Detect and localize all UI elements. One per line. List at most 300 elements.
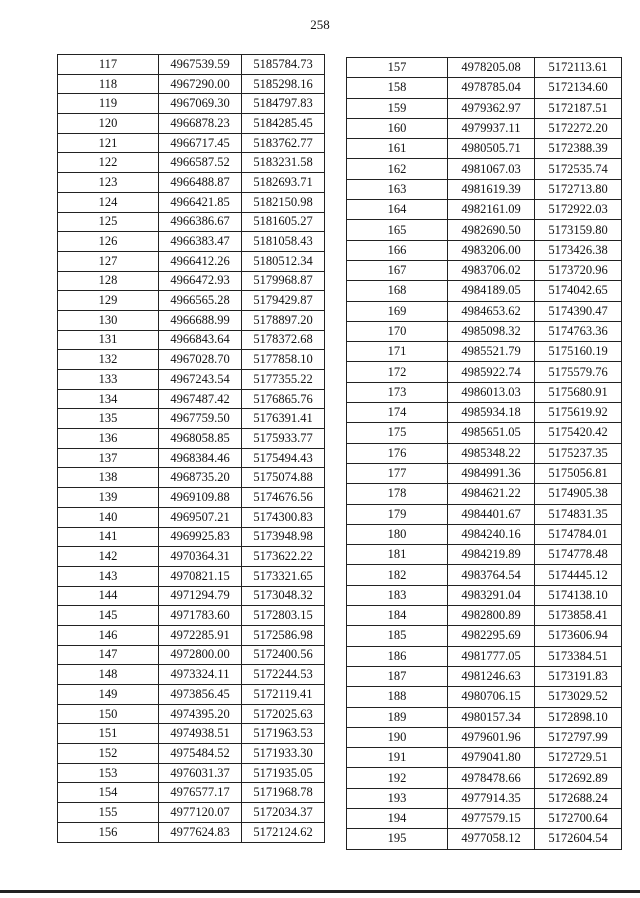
point-number-cell: 163 xyxy=(347,179,448,199)
x-coordinate-cell: 4970821.15 xyxy=(159,566,242,586)
x-coordinate-cell: 4982161.09 xyxy=(448,200,535,220)
point-number-cell: 118 xyxy=(58,74,159,94)
x-coordinate-cell: 4983706.02 xyxy=(448,260,535,280)
table-row xyxy=(58,389,325,409)
x-coordinate-cell: 4979041.80 xyxy=(448,748,535,768)
table-row xyxy=(347,524,622,544)
point-number-cell: 151 xyxy=(58,724,159,744)
table-row xyxy=(347,301,622,321)
y-coordinate-cell: 5175074.88 xyxy=(242,468,325,488)
table-row xyxy=(58,586,325,606)
table-row xyxy=(58,370,325,390)
point-number-cell: 140 xyxy=(58,507,159,527)
point-number-cell: 126 xyxy=(58,232,159,252)
point-number-cell: 144 xyxy=(58,586,159,606)
table-row xyxy=(58,55,325,75)
point-number-cell: 141 xyxy=(58,527,159,547)
table-row xyxy=(58,74,325,94)
table-row xyxy=(347,98,622,118)
point-number-cell: 178 xyxy=(347,484,448,504)
table-row xyxy=(347,382,622,402)
x-coordinate-cell: 4979601.96 xyxy=(448,727,535,747)
y-coordinate-cell: 5176865.76 xyxy=(242,389,325,409)
table-row xyxy=(347,606,622,626)
x-coordinate-cell: 4974395.20 xyxy=(159,704,242,724)
point-number-cell: 148 xyxy=(58,665,159,685)
table-row xyxy=(347,727,622,747)
table-row xyxy=(347,362,622,382)
x-coordinate-cell: 4967759.50 xyxy=(159,409,242,429)
y-coordinate-cell: 5177858.10 xyxy=(242,350,325,370)
x-coordinate-cell: 4984991.36 xyxy=(448,463,535,483)
point-number-cell: 191 xyxy=(347,748,448,768)
x-coordinate-cell: 4985098.32 xyxy=(448,321,535,341)
x-coordinate-cell: 4967069.30 xyxy=(159,94,242,114)
point-number-cell: 127 xyxy=(58,251,159,271)
table-row xyxy=(58,350,325,370)
table-row xyxy=(347,118,622,138)
y-coordinate-cell: 5172025.63 xyxy=(242,704,325,724)
table-row xyxy=(347,484,622,504)
table-row xyxy=(347,78,622,98)
point-number-cell: 130 xyxy=(58,310,159,330)
y-coordinate-cell: 5172244.53 xyxy=(242,665,325,685)
table-row xyxy=(58,507,325,527)
table-row xyxy=(58,192,325,212)
point-number-cell: 188 xyxy=(347,687,448,707)
point-number-cell: 117 xyxy=(58,55,159,75)
table-row xyxy=(347,565,622,585)
table-row xyxy=(58,704,325,724)
x-coordinate-cell: 4968058.85 xyxy=(159,429,242,449)
table-row xyxy=(347,443,622,463)
y-coordinate-cell: 5178372.68 xyxy=(242,330,325,350)
y-coordinate-cell: 5175494.43 xyxy=(242,448,325,468)
x-coordinate-cell: 4966386.67 xyxy=(159,212,242,232)
table-row xyxy=(58,625,325,645)
y-coordinate-cell: 5173948.98 xyxy=(242,527,325,547)
table-row xyxy=(58,803,325,823)
x-coordinate-cell: 4982690.50 xyxy=(448,220,535,240)
x-coordinate-cell: 4976031.37 xyxy=(159,763,242,783)
point-number-cell: 152 xyxy=(58,744,159,764)
table-row xyxy=(58,685,325,705)
y-coordinate-cell: 5173191.83 xyxy=(535,666,622,686)
y-coordinate-cell: 5174676.56 xyxy=(242,488,325,508)
point-number-cell: 180 xyxy=(347,524,448,544)
point-number-cell: 132 xyxy=(58,350,159,370)
table-row xyxy=(347,707,622,727)
y-coordinate-cell: 5185298.16 xyxy=(242,74,325,94)
point-number-cell: 182 xyxy=(347,565,448,585)
table-row xyxy=(347,220,622,240)
x-coordinate-cell: 4967028.70 xyxy=(159,350,242,370)
x-coordinate-cell: 4985934.18 xyxy=(448,403,535,423)
x-coordinate-cell: 4977624.83 xyxy=(159,822,242,842)
point-number-cell: 120 xyxy=(58,114,159,134)
table-row xyxy=(58,94,325,114)
x-coordinate-cell: 4981067.03 xyxy=(448,159,535,179)
point-number-cell: 168 xyxy=(347,281,448,301)
table-row xyxy=(347,321,622,341)
y-coordinate-cell: 5173384.51 xyxy=(535,646,622,666)
x-coordinate-cell: 4979362.97 xyxy=(448,98,535,118)
y-coordinate-cell: 5174763.36 xyxy=(535,321,622,341)
coordinates-table-left xyxy=(57,54,325,843)
y-coordinate-cell: 5173048.32 xyxy=(242,586,325,606)
point-number-cell: 192 xyxy=(347,768,448,788)
y-coordinate-cell: 5185784.73 xyxy=(242,55,325,75)
point-number-cell: 119 xyxy=(58,94,159,114)
y-coordinate-cell: 5179429.87 xyxy=(242,291,325,311)
point-number-cell: 170 xyxy=(347,321,448,341)
point-number-cell: 158 xyxy=(347,78,448,98)
table-row xyxy=(347,58,622,78)
y-coordinate-cell: 5171935.05 xyxy=(242,763,325,783)
point-number-cell: 137 xyxy=(58,448,159,468)
x-coordinate-cell: 4980706.15 xyxy=(448,687,535,707)
x-coordinate-cell: 4973856.45 xyxy=(159,685,242,705)
point-number-cell: 166 xyxy=(347,240,448,260)
x-coordinate-cell: 4978785.04 xyxy=(448,78,535,98)
x-coordinate-cell: 4966412.26 xyxy=(159,251,242,271)
y-coordinate-cell: 5174390.47 xyxy=(535,301,622,321)
y-coordinate-cell: 5173720.96 xyxy=(535,260,622,280)
y-coordinate-cell: 5171933.30 xyxy=(242,744,325,764)
point-number-cell: 128 xyxy=(58,271,159,291)
y-coordinate-cell: 5173622.22 xyxy=(242,547,325,567)
y-coordinate-cell: 5172272.20 xyxy=(535,118,622,138)
table-row xyxy=(347,281,622,301)
page-number: 258 xyxy=(310,17,330,32)
table-row xyxy=(58,566,325,586)
x-coordinate-cell: 4979937.11 xyxy=(448,118,535,138)
table-row xyxy=(58,763,325,783)
table-row xyxy=(347,585,622,605)
y-coordinate-cell: 5181058.43 xyxy=(242,232,325,252)
point-number-cell: 147 xyxy=(58,645,159,665)
y-coordinate-cell: 5174300.83 xyxy=(242,507,325,527)
x-coordinate-cell: 4976577.17 xyxy=(159,783,242,803)
x-coordinate-cell: 4983206.00 xyxy=(448,240,535,260)
table-row xyxy=(58,527,325,547)
x-coordinate-cell: 4977120.07 xyxy=(159,803,242,823)
x-coordinate-cell: 4978478.66 xyxy=(448,768,535,788)
y-coordinate-cell: 5172898.10 xyxy=(535,707,622,727)
y-coordinate-cell: 5174138.10 xyxy=(535,585,622,605)
y-coordinate-cell: 5172586.98 xyxy=(242,625,325,645)
y-coordinate-cell: 5175579.76 xyxy=(535,362,622,382)
y-coordinate-cell: 5181605.27 xyxy=(242,212,325,232)
point-number-cell: 123 xyxy=(58,173,159,193)
y-coordinate-cell: 5172604.54 xyxy=(535,829,622,849)
table-row xyxy=(58,448,325,468)
x-coordinate-cell: 4977914.35 xyxy=(448,788,535,808)
table-row xyxy=(347,240,622,260)
y-coordinate-cell: 5174778.48 xyxy=(535,545,622,565)
x-coordinate-cell: 4971783.60 xyxy=(159,606,242,626)
point-number-cell: 161 xyxy=(347,139,448,159)
point-number-cell: 135 xyxy=(58,409,159,429)
table-row xyxy=(347,545,622,565)
y-coordinate-cell: 5175933.77 xyxy=(242,429,325,449)
x-coordinate-cell: 4982800.89 xyxy=(448,606,535,626)
x-coordinate-cell: 4975484.52 xyxy=(159,744,242,764)
x-coordinate-cell: 4971294.79 xyxy=(159,586,242,606)
table-row xyxy=(58,173,325,193)
y-coordinate-cell: 5173029.52 xyxy=(535,687,622,707)
table-row xyxy=(347,829,622,849)
table-row xyxy=(58,153,325,173)
y-coordinate-cell: 5174042.65 xyxy=(535,281,622,301)
y-coordinate-cell: 5175237.35 xyxy=(535,443,622,463)
x-coordinate-cell: 4982295.69 xyxy=(448,626,535,646)
y-coordinate-cell: 5172034.37 xyxy=(242,803,325,823)
table-row xyxy=(58,665,325,685)
x-coordinate-cell: 4984240.16 xyxy=(448,524,535,544)
point-number-cell: 146 xyxy=(58,625,159,645)
x-coordinate-cell: 4985651.05 xyxy=(448,423,535,443)
table-row xyxy=(58,488,325,508)
table-row xyxy=(58,606,325,626)
point-number-cell: 175 xyxy=(347,423,448,443)
point-number-cell: 173 xyxy=(347,382,448,402)
x-coordinate-cell: 4966488.87 xyxy=(159,173,242,193)
x-coordinate-cell: 4966421.85 xyxy=(159,192,242,212)
x-coordinate-cell: 4980505.71 xyxy=(448,139,535,159)
point-number-cell: 190 xyxy=(347,727,448,747)
x-coordinate-cell: 4983291.04 xyxy=(448,585,535,605)
point-number-cell: 154 xyxy=(58,783,159,803)
y-coordinate-cell: 5175160.19 xyxy=(535,342,622,362)
point-number-cell: 143 xyxy=(58,566,159,586)
y-coordinate-cell: 5174784.01 xyxy=(535,524,622,544)
table-row xyxy=(347,788,622,808)
table-row xyxy=(58,724,325,744)
x-coordinate-cell: 4986013.03 xyxy=(448,382,535,402)
point-number-cell: 194 xyxy=(347,808,448,828)
x-coordinate-cell: 4969925.83 xyxy=(159,527,242,547)
x-coordinate-cell: 4980157.34 xyxy=(448,707,535,727)
y-coordinate-cell: 5182693.71 xyxy=(242,173,325,193)
point-number-cell: 160 xyxy=(347,118,448,138)
bottom-border-line xyxy=(0,890,640,893)
y-coordinate-cell: 5175056.81 xyxy=(535,463,622,483)
x-coordinate-cell: 4966843.64 xyxy=(159,330,242,350)
point-number-cell: 157 xyxy=(347,58,448,78)
y-coordinate-cell: 5183762.77 xyxy=(242,133,325,153)
y-coordinate-cell: 5172803.15 xyxy=(242,606,325,626)
y-coordinate-cell: 5173159.80 xyxy=(535,220,622,240)
point-number-cell: 183 xyxy=(347,585,448,605)
point-number-cell: 145 xyxy=(58,606,159,626)
x-coordinate-cell: 4967539.59 xyxy=(159,55,242,75)
point-number-cell: 187 xyxy=(347,666,448,686)
table-row xyxy=(58,232,325,252)
x-coordinate-cell: 4985348.22 xyxy=(448,443,535,463)
coordinates-table-right xyxy=(346,57,622,850)
point-number-cell: 150 xyxy=(58,704,159,724)
table-row xyxy=(58,212,325,232)
y-coordinate-cell: 5175420.42 xyxy=(535,423,622,443)
point-number-cell: 149 xyxy=(58,685,159,705)
y-coordinate-cell: 5172119.41 xyxy=(242,685,325,705)
point-number-cell: 193 xyxy=(347,788,448,808)
table-row xyxy=(58,547,325,567)
table-row xyxy=(58,429,325,449)
table-row xyxy=(347,139,622,159)
point-number-cell: 174 xyxy=(347,403,448,423)
y-coordinate-cell: 5172729.51 xyxy=(535,748,622,768)
point-number-cell: 142 xyxy=(58,547,159,567)
y-coordinate-cell: 5174445.12 xyxy=(535,565,622,585)
table-row xyxy=(347,260,622,280)
x-coordinate-cell: 4973324.11 xyxy=(159,665,242,685)
point-number-cell: 164 xyxy=(347,200,448,220)
x-coordinate-cell: 4966472.93 xyxy=(159,271,242,291)
y-coordinate-cell: 5172688.24 xyxy=(535,788,622,808)
point-number-cell: 185 xyxy=(347,626,448,646)
y-coordinate-cell: 5172400.56 xyxy=(242,645,325,665)
table-row xyxy=(347,666,622,686)
y-coordinate-cell: 5172692.89 xyxy=(535,768,622,788)
table-row xyxy=(347,463,622,483)
x-coordinate-cell: 4968384.46 xyxy=(159,448,242,468)
x-coordinate-cell: 4984401.67 xyxy=(448,504,535,524)
x-coordinate-cell: 4985521.79 xyxy=(448,342,535,362)
y-coordinate-cell: 5175619.92 xyxy=(535,403,622,423)
point-number-cell: 184 xyxy=(347,606,448,626)
point-number-cell: 138 xyxy=(58,468,159,488)
point-number-cell: 129 xyxy=(58,291,159,311)
y-coordinate-cell: 5172124.62 xyxy=(242,822,325,842)
point-number-cell: 165 xyxy=(347,220,448,240)
table-row xyxy=(347,768,622,788)
x-coordinate-cell: 4966688.99 xyxy=(159,310,242,330)
y-coordinate-cell: 5173321.65 xyxy=(242,566,325,586)
x-coordinate-cell: 4985922.74 xyxy=(448,362,535,382)
point-number-cell: 155 xyxy=(58,803,159,823)
point-number-cell: 124 xyxy=(58,192,159,212)
point-number-cell: 172 xyxy=(347,362,448,382)
table-row xyxy=(58,783,325,803)
y-coordinate-cell: 5182150.98 xyxy=(242,192,325,212)
x-coordinate-cell: 4974938.51 xyxy=(159,724,242,744)
y-coordinate-cell: 5172700.64 xyxy=(535,808,622,828)
table-row xyxy=(58,291,325,311)
y-coordinate-cell: 5173606.94 xyxy=(535,626,622,646)
y-coordinate-cell: 5175680.91 xyxy=(535,382,622,402)
x-coordinate-cell: 4972285.91 xyxy=(159,625,242,645)
x-coordinate-cell: 4966878.23 xyxy=(159,114,242,134)
y-coordinate-cell: 5172535.74 xyxy=(535,159,622,179)
table-row xyxy=(58,468,325,488)
table-row xyxy=(347,748,622,768)
table-row xyxy=(347,403,622,423)
x-coordinate-cell: 4972800.00 xyxy=(159,645,242,665)
y-coordinate-cell: 5183231.58 xyxy=(242,153,325,173)
point-number-cell: 156 xyxy=(58,822,159,842)
point-number-cell: 122 xyxy=(58,153,159,173)
x-coordinate-cell: 4970364.31 xyxy=(159,547,242,567)
y-coordinate-cell: 5179968.87 xyxy=(242,271,325,291)
y-coordinate-cell: 5172388.39 xyxy=(535,139,622,159)
x-coordinate-cell: 4966565.28 xyxy=(159,291,242,311)
y-coordinate-cell: 5172187.51 xyxy=(535,98,622,118)
x-coordinate-cell: 4969109.88 xyxy=(159,488,242,508)
table-row xyxy=(58,251,325,271)
table-row xyxy=(58,409,325,429)
point-number-cell: 125 xyxy=(58,212,159,232)
point-number-cell: 159 xyxy=(347,98,448,118)
point-number-cell: 171 xyxy=(347,342,448,362)
x-coordinate-cell: 4981777.05 xyxy=(448,646,535,666)
x-coordinate-cell: 4984653.62 xyxy=(448,301,535,321)
x-coordinate-cell: 4981619.39 xyxy=(448,179,535,199)
table-row xyxy=(58,114,325,134)
y-coordinate-cell: 5172113.61 xyxy=(535,58,622,78)
table-row xyxy=(347,423,622,443)
point-number-cell: 195 xyxy=(347,829,448,849)
table-row xyxy=(58,822,325,842)
point-number-cell: 139 xyxy=(58,488,159,508)
y-coordinate-cell: 5172134.60 xyxy=(535,78,622,98)
table-row xyxy=(347,179,622,199)
table-row xyxy=(347,808,622,828)
x-coordinate-cell: 4967290.00 xyxy=(159,74,242,94)
x-coordinate-cell: 4984219.89 xyxy=(448,545,535,565)
x-coordinate-cell: 4967487.42 xyxy=(159,389,242,409)
x-coordinate-cell: 4966587.52 xyxy=(159,153,242,173)
y-coordinate-cell: 5174905.38 xyxy=(535,484,622,504)
y-coordinate-cell: 5173426.38 xyxy=(535,240,622,260)
y-coordinate-cell: 5171963.53 xyxy=(242,724,325,744)
point-number-cell: 133 xyxy=(58,370,159,390)
point-number-cell: 181 xyxy=(347,545,448,565)
x-coordinate-cell: 4977579.15 xyxy=(448,808,535,828)
table-row xyxy=(347,342,622,362)
x-coordinate-cell: 4968735.20 xyxy=(159,468,242,488)
point-number-cell: 179 xyxy=(347,504,448,524)
point-number-cell: 131 xyxy=(58,330,159,350)
x-coordinate-cell: 4967243.54 xyxy=(159,370,242,390)
table-row xyxy=(58,645,325,665)
table-row xyxy=(58,271,325,291)
table-row xyxy=(58,310,325,330)
x-coordinate-cell: 4966383.47 xyxy=(159,232,242,252)
point-number-cell: 169 xyxy=(347,301,448,321)
table-row xyxy=(347,504,622,524)
point-number-cell: 189 xyxy=(347,707,448,727)
y-coordinate-cell: 5184797.83 xyxy=(242,94,325,114)
y-coordinate-cell: 5177355.22 xyxy=(242,370,325,390)
y-coordinate-cell: 5178897.20 xyxy=(242,310,325,330)
table-row xyxy=(58,133,325,153)
y-coordinate-cell: 5176391.41 xyxy=(242,409,325,429)
x-coordinate-cell: 4969507.21 xyxy=(159,507,242,527)
y-coordinate-cell: 5174831.35 xyxy=(535,504,622,524)
point-number-cell: 134 xyxy=(58,389,159,409)
y-coordinate-cell: 5172713.80 xyxy=(535,179,622,199)
x-coordinate-cell: 4984621.22 xyxy=(448,484,535,504)
table-row xyxy=(347,200,622,220)
x-coordinate-cell: 4966717.45 xyxy=(159,133,242,153)
table-row xyxy=(58,330,325,350)
x-coordinate-cell: 4978205.08 xyxy=(448,58,535,78)
table-row xyxy=(58,744,325,764)
x-coordinate-cell: 4981246.63 xyxy=(448,666,535,686)
point-number-cell: 136 xyxy=(58,429,159,449)
